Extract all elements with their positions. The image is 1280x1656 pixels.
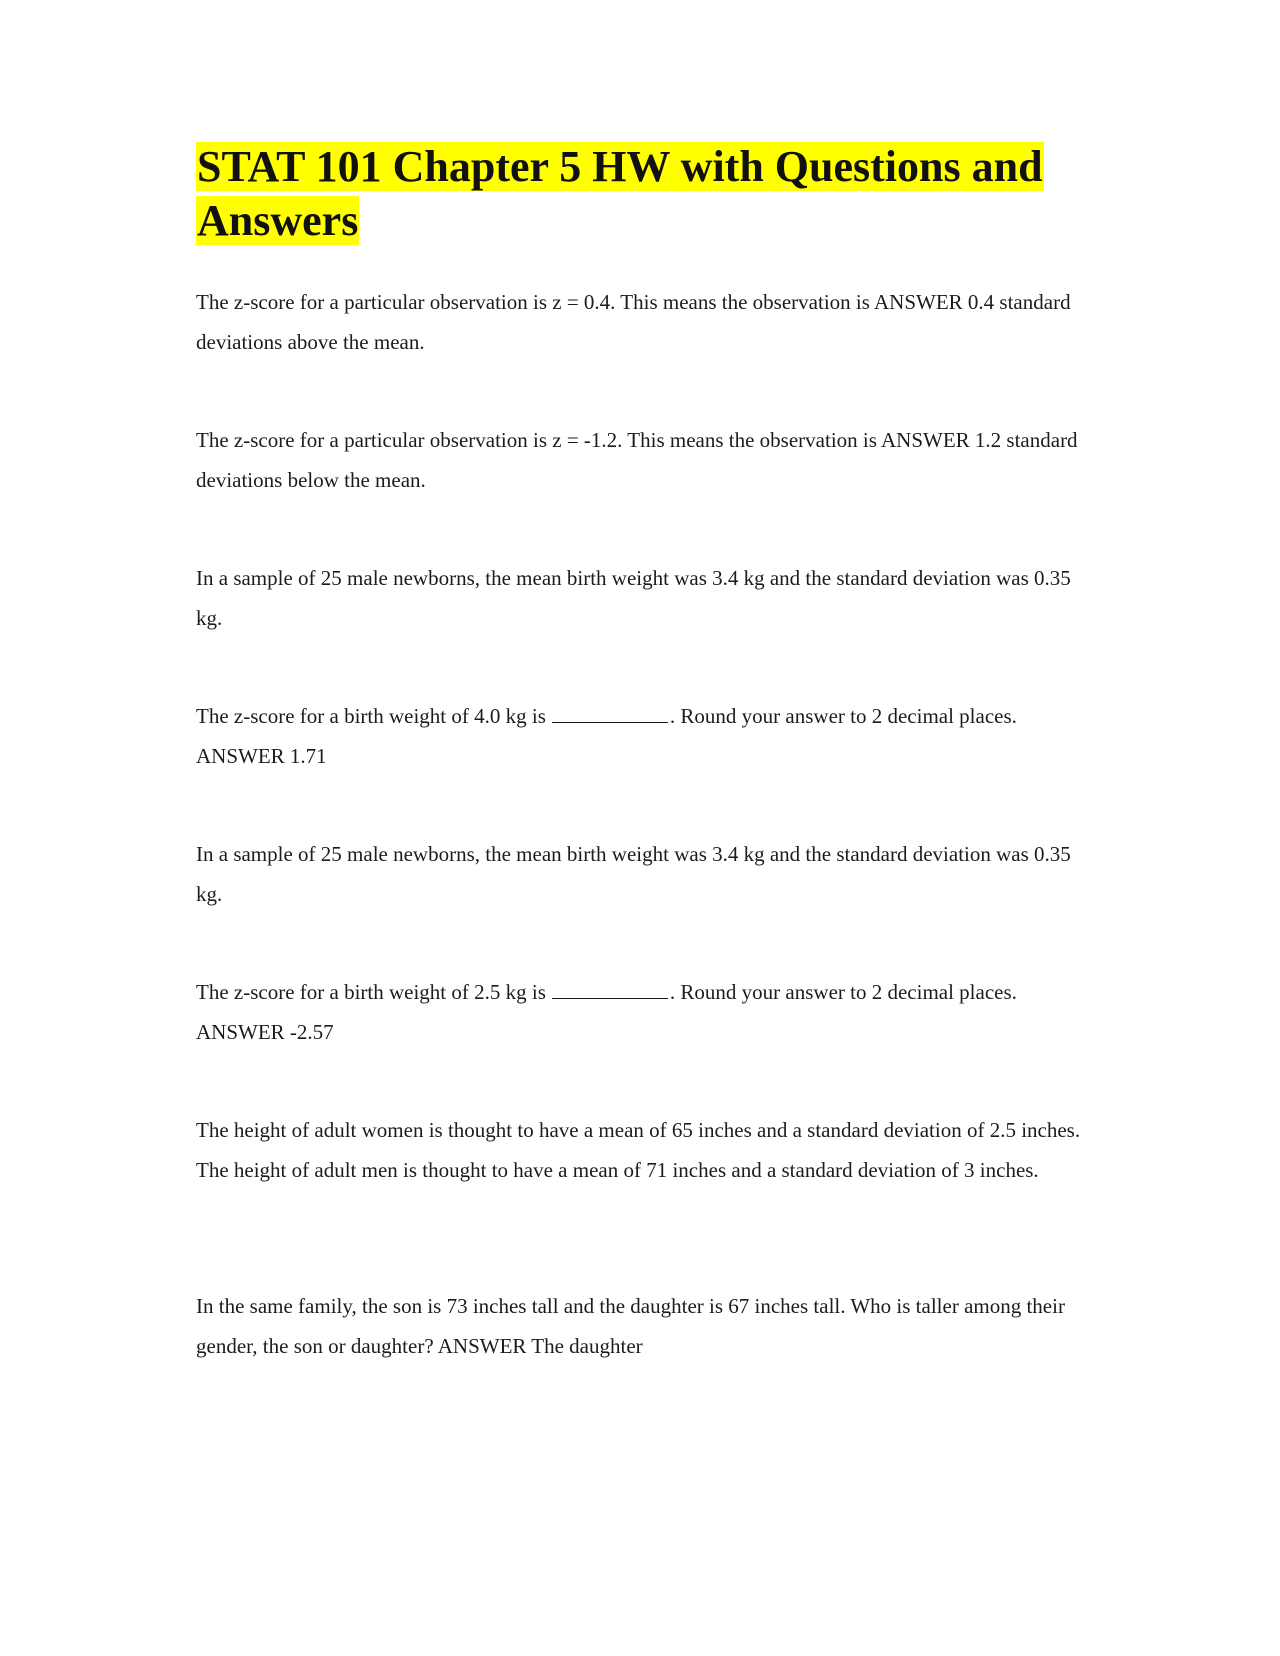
question-text: The z-score for a particular observation is z = 0.4. This means the observation is ANSWER 0.4 standard deviations above the mean.: [196, 290, 1071, 354]
height-context: [196, 1110, 1096, 1190]
question-text: The z-score for a birth weight of 2.5 kg is: [196, 980, 546, 1004]
newborn-context-2: [196, 834, 1096, 914]
question-taller-among-gender: [196, 1286, 1096, 1366]
answer-blank: [552, 704, 668, 723]
question-text: The z-score for a particular observation is z = -1.2. This means the observation is ANSWER 1.2 standard deviations below the mean.: [196, 428, 1078, 492]
question-text: The z-score for a birth weight of 4.0 kg is: [196, 704, 546, 728]
context-text: In a sample of 25 male newborns, the mean birth weight was 3.4 kg and the standard deviation was 0.35 kg.: [196, 842, 1071, 906]
question-text: In the same family, the son is 73 inches tall and the daughter is 67 inches tall. Who is taller among their gender, the son or daughter? ANSWER The daughter: [196, 1294, 1065, 1358]
question-text-after-blank: . Round your answer to 2 decimal places. ANSWER 1.71: [196, 704, 1017, 768]
context-text: In a sample of 25 male newborns, the mean birth weight was 3.4 kg and the standard deviation was 0.35 kg.: [196, 566, 1071, 630]
page-title-text: STAT 101 Chapter 5 HW with Questions and Answers: [197, 142, 1043, 245]
question-birth-weight-2-5kg: [196, 972, 1096, 1052]
question-z-positive: [196, 282, 1096, 362]
context-text: The height of adult women is thought to have a mean of 65 inches and a standard deviation of 2.5 inches. The height of adult men is thought to have a mean of 71 inches and a standard deviation of 3 inches.: [196, 1118, 1081, 1182]
newborn-context-1: [196, 558, 1096, 638]
answer-blank: [552, 980, 668, 999]
question-text-after-blank: . Round your answer to 2 decimal places. ANSWER -2.57: [196, 980, 1017, 1044]
question-z-negative: [196, 420, 1096, 500]
page-title: [196, 140, 1096, 248]
question-birth-weight-4kg: [196, 696, 1096, 776]
